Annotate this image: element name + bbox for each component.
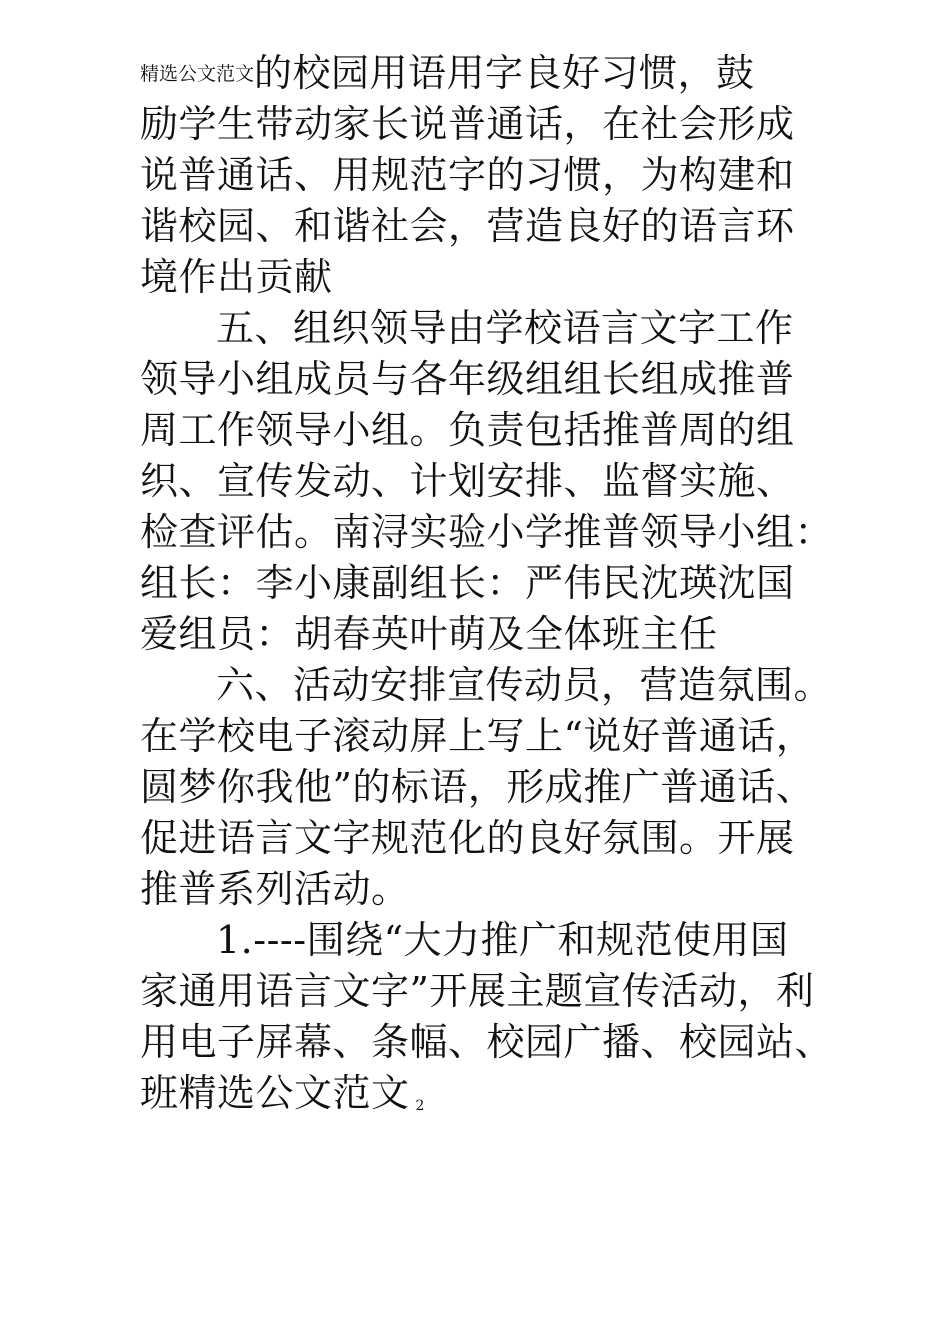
text-line-21	[140, 1068, 830, 1119]
list-item-1-line: 1.----围绕“大力推广和规范使用国	[216, 918, 789, 962]
text-line-10: 检查评估。南浔实验小学推普领导小组：	[140, 510, 834, 554]
body-text	[140, 48, 834, 1119]
text-line-1	[140, 48, 830, 99]
text-line-2: 励学生带动家长说普通话，在社会形成	[140, 102, 795, 146]
text-line-14: 在学校电子滚动屏上写上“说好普通话，	[140, 714, 815, 758]
text-line-17: 推普系列活动。	[140, 867, 410, 911]
text-line-3: 说普通话、用规范字的习惯，为构建和	[140, 153, 795, 197]
text-line-7: 领导小组成员与各年级组组长组成推普	[140, 357, 795, 401]
text-line-4: 谐校园、和谐社会，营造良好的语言环	[140, 204, 795, 248]
section-five-heading-line: 五、组织领导由学校语言文字工作	[216, 306, 794, 350]
page-number: 2	[415, 1098, 425, 1114]
text-line-8: 周工作领导小组。负责包括推普周的组	[140, 408, 795, 452]
text-line-15: 圆梦你我他”的标语，形成推广普通话、	[140, 765, 815, 809]
text-line-5: 境作出贡献	[140, 255, 333, 299]
section-six-heading-line: 六、活动安排宣传动员，营造氛围。	[216, 663, 833, 707]
text-line-21-content: 班精选公文范文	[140, 1071, 410, 1115]
text-line-16: 促进语言文字规范化的良好氛围。开展	[140, 816, 795, 860]
text-line-9: 织、宣传发动、计划安排、监督实施、	[140, 459, 795, 503]
header-watermark-text: 精选公文范文	[140, 63, 255, 85]
text-line-12: 爱组员：胡春英叶萌及全体班主任	[140, 612, 718, 656]
text-line-1-content: 的校园用语用字良好习惯，鼓	[254, 51, 755, 95]
text-line-20: 用电子屏幕、条幅、校园广播、校园站、	[140, 1020, 834, 1064]
text-line-19: 家通用语言文字”开展主题宣传活动，利	[140, 969, 815, 1013]
text-line-11: 组长：李小康副组长：严伟民沈瑛沈国	[140, 561, 795, 605]
